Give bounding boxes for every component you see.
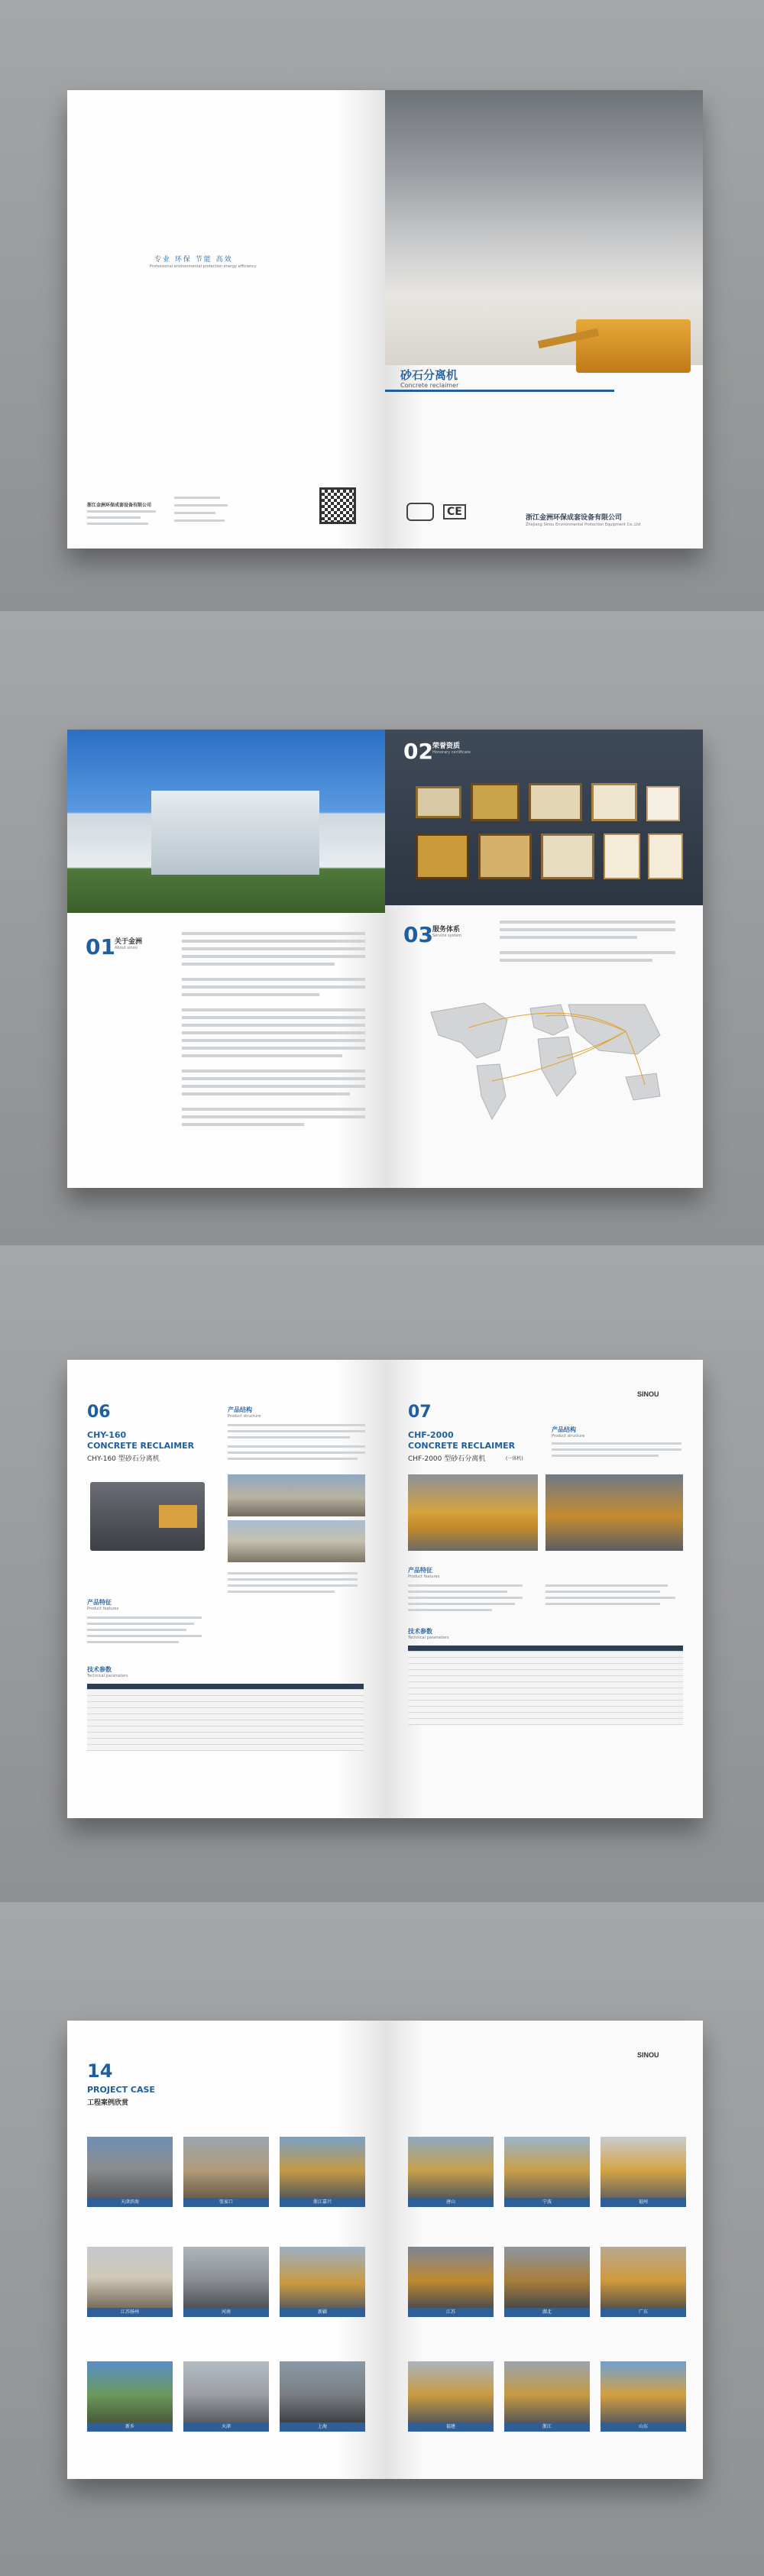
body-text-line — [182, 978, 365, 981]
case-photo — [87, 2137, 173, 2198]
model-cn-sub: (一体机) — [506, 1456, 523, 1461]
case-photo — [504, 2247, 590, 2308]
feature-line — [408, 1591, 507, 1593]
case-caption: 宁波 — [504, 2198, 590, 2207]
table-row — [408, 1652, 683, 1658]
certificate-plaque — [541, 833, 594, 879]
case-photo — [87, 2247, 173, 2308]
project-case-title-cn: 工程案例欣赏 — [87, 2099, 129, 2107]
model-en-1: CHY-160 — [87, 1430, 127, 1440]
certificate-plaque — [478, 833, 532, 879]
feature-line — [408, 1584, 523, 1587]
project-case-left-page — [67, 2021, 385, 2479]
service-text-line — [500, 951, 675, 954]
certificate-plaque — [648, 833, 683, 879]
params-heading-cn: 技术参数 — [408, 1628, 432, 1635]
reclaimer-machine-image — [576, 319, 691, 373]
case-photo — [601, 2361, 686, 2422]
features-heading-en: Product features — [408, 1574, 440, 1579]
features-heading-cn: 产品特征 — [408, 1567, 432, 1574]
contact-line — [174, 504, 228, 506]
table-row — [87, 1727, 364, 1733]
service-text-line — [500, 928, 675, 931]
table-row — [408, 1694, 683, 1701]
body-text-line — [182, 1016, 365, 1019]
table-row — [87, 1745, 364, 1751]
contact-line — [174, 497, 220, 499]
contact-line — [87, 523, 148, 525]
case-photo — [183, 2361, 269, 2422]
features-heading-en: Product features — [87, 1607, 119, 1611]
model-cn: CHF-2000 型砂石分离机 — [408, 1455, 486, 1463]
case-caption: 福州 — [601, 2198, 686, 2207]
case-photo — [183, 2247, 269, 2308]
company-name-left: 浙江金洲环保成套设备有限公司 — [87, 503, 152, 508]
honor-heading-cn: 荣誉资质 — [432, 743, 461, 750]
ce-mark: CE — [443, 504, 466, 519]
chf2000-machine-photo — [408, 1474, 538, 1551]
params-heading-cn: 技术参数 — [87, 1666, 112, 1673]
case-caption: 河南 — [183, 2308, 269, 2317]
case-photo — [408, 2361, 494, 2422]
table-header-row — [87, 1684, 364, 1690]
feature-line — [87, 1635, 202, 1637]
case-photo — [280, 2247, 365, 2308]
structure-heading-en: Product structure — [552, 1434, 585, 1438]
qr-code — [319, 487, 356, 524]
contact-line — [87, 516, 141, 519]
note-line — [228, 1578, 358, 1581]
about-page — [67, 730, 385, 1188]
feature-line — [545, 1603, 660, 1605]
structure-heading-cn: 产品结构 — [552, 1426, 576, 1433]
project-case-right-page — [385, 2021, 703, 2479]
structure-heading-cn: 产品结构 — [228, 1406, 252, 1413]
model-en-2: CONCRETE RECLAIMER — [87, 1441, 195, 1451]
feature-line — [87, 1616, 202, 1619]
service-number: 03 — [403, 922, 433, 947]
case-caption: 上海 — [280, 2422, 365, 2432]
service-text-line — [500, 959, 652, 962]
body-text-line — [182, 1054, 342, 1057]
chf2000-site-photo — [545, 1474, 683, 1551]
brochure-spread-cases — [67, 2021, 703, 2479]
spread-4-panel — [0, 1902, 764, 2576]
case-photo — [408, 2247, 494, 2308]
product-title-cn: 砂石分离机 — [400, 368, 458, 382]
table-row — [87, 1696, 364, 1702]
blue-bar — [385, 390, 614, 392]
body-text-line — [182, 1024, 365, 1027]
table-header-row — [408, 1646, 683, 1652]
table-row — [408, 1719, 683, 1725]
features-heading-cn: 产品特征 — [87, 1599, 112, 1606]
table-row — [87, 1733, 364, 1739]
spread-1-panel — [0, 0, 764, 611]
structure-line — [228, 1458, 358, 1460]
structure-line — [552, 1442, 681, 1445]
case-caption: 天津 — [183, 2422, 269, 2432]
feature-line — [87, 1629, 186, 1631]
service-heading-cn: 服务体系 — [432, 926, 461, 934]
technical-parameters-table — [408, 1646, 683, 1725]
certificate-plaque — [646, 786, 680, 821]
table-row — [408, 1682, 683, 1688]
case-caption: 江苏扬州 — [87, 2308, 173, 2317]
page-number: 06 — [87, 1403, 111, 1422]
body-text-line — [182, 1070, 365, 1073]
honor-service-page — [385, 730, 703, 1188]
case-caption: 湖北 — [504, 2308, 590, 2317]
table-row — [408, 1670, 683, 1676]
body-text-line — [182, 993, 319, 996]
certificate-plaque — [416, 786, 461, 818]
model-en-2: CONCRETE RECLAIMER — [408, 1441, 516, 1451]
params-heading-en: Technical parameters — [408, 1636, 449, 1640]
world-map-graphic — [416, 982, 675, 1127]
page-number: 07 — [408, 1403, 432, 1422]
slogan-cn: 专业 环保 节能 高效 — [154, 256, 233, 264]
case-photo — [504, 2137, 590, 2198]
table-row — [408, 1664, 683, 1670]
structure-line — [552, 1455, 659, 1457]
table-row — [87, 1690, 364, 1696]
table-row — [408, 1707, 683, 1713]
body-text-line — [182, 947, 365, 950]
service-text-line — [500, 921, 675, 924]
body-text-line — [182, 955, 365, 958]
body-text-line — [182, 963, 335, 966]
certificate-plaque — [604, 833, 640, 879]
body-text-line — [182, 932, 365, 935]
body-text-line — [182, 940, 365, 943]
table-row — [408, 1676, 683, 1682]
table-row — [408, 1688, 683, 1694]
case-photo — [601, 2247, 686, 2308]
structure-line — [228, 1430, 365, 1432]
table-row — [87, 1708, 364, 1714]
case-caption: 新疆 — [280, 2308, 365, 2317]
feature-line — [545, 1591, 660, 1593]
body-text-line — [182, 1085, 365, 1088]
body-text-line — [182, 985, 365, 989]
body-text-line — [182, 1031, 365, 1034]
case-photo — [408, 2137, 494, 2198]
body-text-line — [182, 1115, 365, 1118]
table-row — [408, 1713, 683, 1719]
note-line — [228, 1591, 335, 1593]
brochure-spread-about — [67, 730, 703, 1188]
product-title-en: Concrete reclaimer — [400, 382, 459, 389]
brand-logo: SINOU — [637, 1390, 659, 1398]
certificate-plaque — [471, 783, 520, 821]
body-text-line — [182, 1108, 365, 1111]
params-heading-en: Technical parameters — [87, 1674, 128, 1678]
feature-line — [408, 1609, 492, 1611]
table-row — [87, 1714, 364, 1720]
brochure-spread-cover — [67, 90, 703, 549]
table-row — [408, 1658, 683, 1664]
certificate-plaque — [416, 833, 469, 879]
case-photo — [504, 2361, 590, 2422]
body-text-line — [182, 1077, 365, 1080]
brand-logo: SINOU — [637, 2051, 659, 2059]
feature-line — [87, 1623, 194, 1625]
case-caption: 广东 — [601, 2308, 686, 2317]
structure-heading-en: Product structure — [228, 1414, 261, 1419]
certificate-plaque — [529, 783, 582, 821]
structure-line — [228, 1436, 350, 1438]
about-heading-en: About sinou — [115, 946, 138, 950]
spread-2-panel — [0, 611, 764, 1245]
model-cn: CHY-160 型砂石分离机 — [87, 1455, 160, 1463]
structure-line — [228, 1445, 365, 1448]
structure-line — [228, 1451, 365, 1454]
body-text-line — [182, 1123, 304, 1126]
case-caption: 山东 — [601, 2422, 686, 2432]
structure-line — [228, 1424, 365, 1426]
certification-mark — [406, 503, 434, 521]
contact-line — [87, 510, 156, 513]
feature-line — [545, 1584, 668, 1587]
structure-line — [552, 1448, 681, 1451]
body-text-line — [182, 1039, 365, 1042]
body-text-line — [182, 1008, 365, 1011]
table-row — [408, 1701, 683, 1707]
case-photo — [280, 2361, 365, 2422]
body-text-line — [182, 1092, 350, 1095]
note-line — [228, 1584, 358, 1587]
case-caption: 张家口 — [183, 2198, 269, 2207]
case-caption: 唐山 — [408, 2198, 494, 2207]
chy160-page — [67, 1360, 385, 1818]
case-caption: 江苏 — [408, 2308, 494, 2317]
case-caption: 浙江嘉兴 — [280, 2198, 365, 2207]
body-text-line — [182, 1047, 365, 1050]
back-cover-page — [67, 90, 385, 549]
spread-3-panel — [0, 1245, 764, 1902]
case-photo — [280, 2137, 365, 2198]
case-caption: 新乡 — [87, 2422, 173, 2432]
honor-number: 02 — [403, 739, 433, 764]
case-caption: 浙江 — [504, 2422, 590, 2432]
contact-line — [174, 512, 215, 514]
slogan-en: Professional environmental protection energy efficiency — [150, 264, 257, 269]
about-heading-cn: 关于金洲 — [115, 938, 143, 946]
project-case-title-en: PROJECT CASE — [87, 2085, 155, 2095]
contact-line — [174, 519, 225, 522]
case-photo — [183, 2137, 269, 2198]
feature-line — [408, 1603, 515, 1605]
model-en-1: CHF-2000 — [408, 1430, 454, 1440]
chf2000-page — [385, 1360, 703, 1818]
machine-orange-part — [159, 1505, 197, 1528]
page-number: 14 — [87, 2060, 113, 2082]
company-name-cn: 浙江金洲环保成套设备有限公司 — [526, 514, 623, 522]
table-row — [87, 1702, 364, 1708]
company-name-en: Zhejiang Sinou Environmental Protection Equipment Co.,Ltd — [526, 523, 641, 527]
about-number: 01 — [86, 934, 115, 960]
case-photo — [87, 2361, 173, 2422]
note-line — [228, 1572, 358, 1574]
front-cover-page — [385, 90, 703, 549]
building-block — [151, 791, 319, 875]
service-text-line — [500, 936, 637, 939]
case-caption: 天津滨海 — [87, 2198, 173, 2207]
site-photo — [228, 1474, 365, 1516]
case-photo — [601, 2137, 686, 2198]
feature-line — [87, 1641, 179, 1643]
site-photo — [228, 1520, 365, 1562]
table-row — [87, 1720, 364, 1727]
brochure-spread-products — [67, 1360, 703, 1818]
case-caption: 福建 — [408, 2422, 494, 2432]
service-heading-en: Service system — [432, 934, 462, 938]
technical-parameters-table — [87, 1684, 364, 1751]
feature-line — [545, 1597, 675, 1599]
certificate-plaque — [591, 783, 637, 821]
feature-line — [408, 1597, 523, 1599]
table-row — [87, 1739, 364, 1745]
honor-heading-en: Honorary certificate — [432, 750, 471, 755]
